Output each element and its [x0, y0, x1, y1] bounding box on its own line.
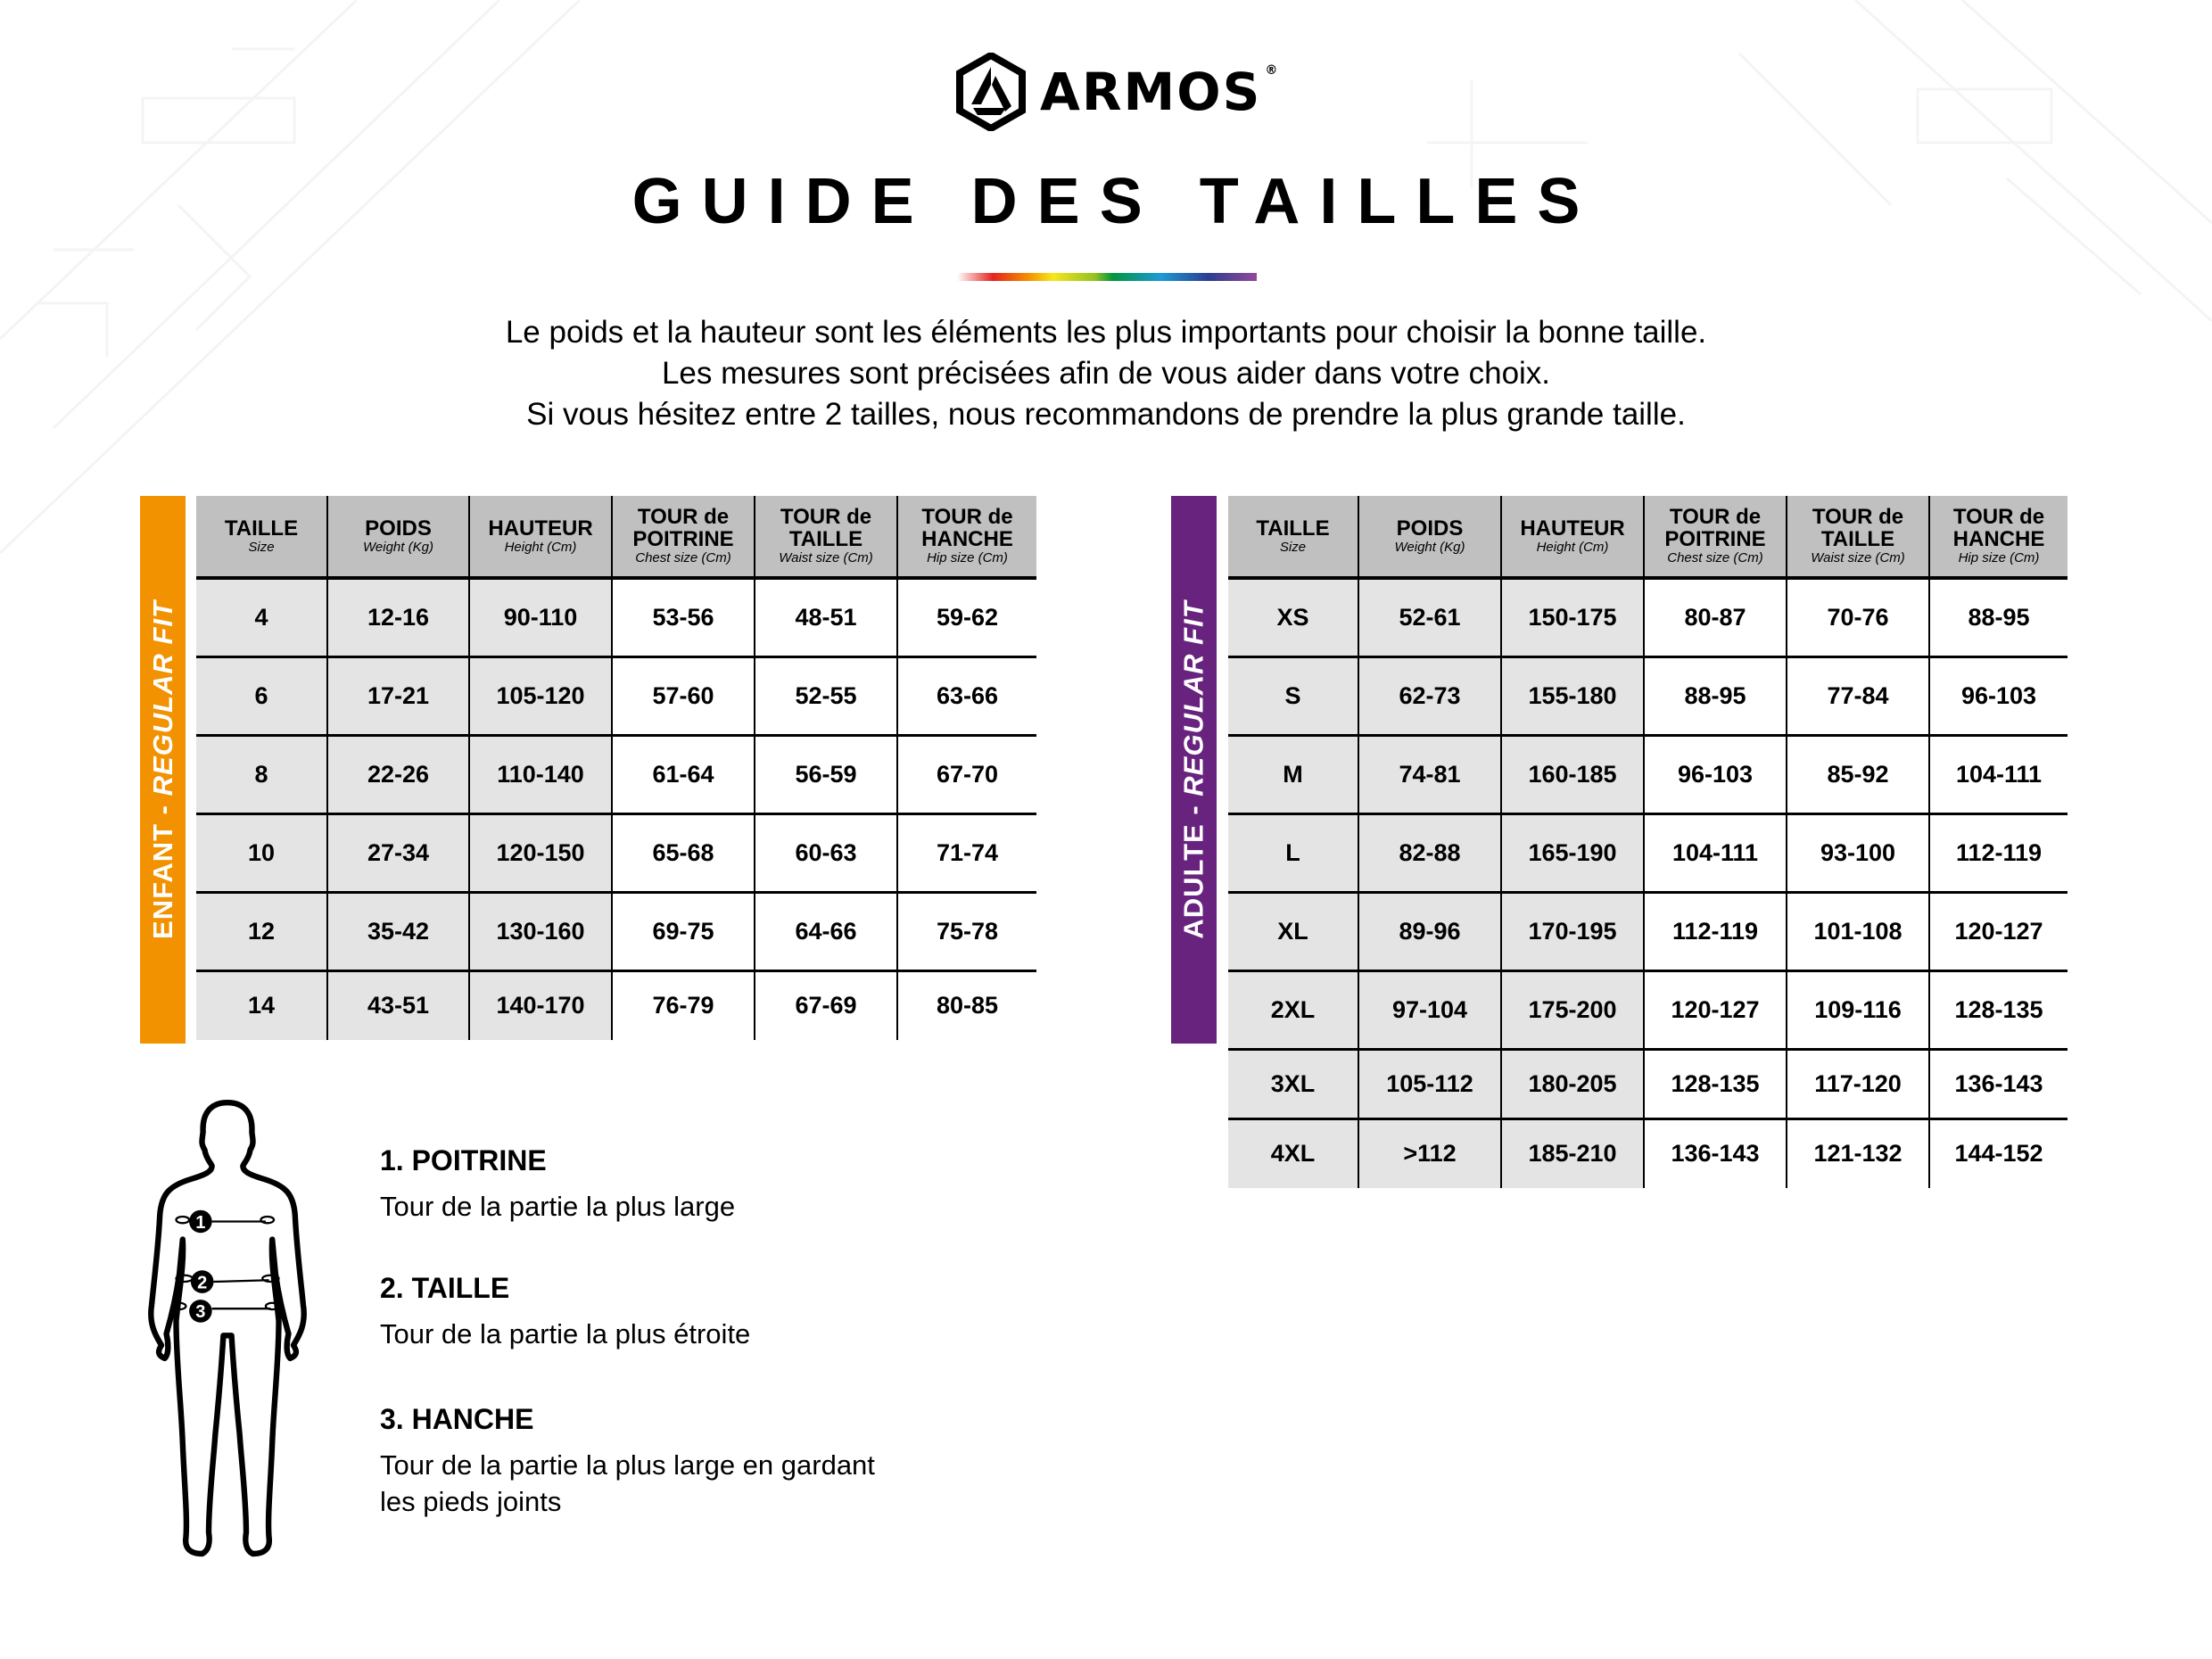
table-row	[196, 970, 1036, 1040]
table-row	[1228, 656, 2068, 735]
intro-text	[0, 312, 2212, 435]
cell-height: 130-160	[469, 892, 612, 970]
header-weight: POIDS Weight (Kg)	[327, 496, 469, 578]
legend-item-chest	[380, 1143, 735, 1225]
cell-weight: 43-51	[327, 970, 469, 1040]
table-row	[196, 892, 1036, 970]
table-row	[196, 735, 1036, 813]
kids-band-main: ENFANT -	[146, 796, 178, 939]
table-row	[1228, 970, 2068, 1049]
adults-category-band	[1171, 496, 1217, 1044]
cell-hip: 67-70	[897, 735, 1036, 813]
cell-height: 160-185	[1501, 735, 1644, 813]
cell-size: M	[1228, 735, 1358, 813]
brand-logo	[956, 52, 1280, 132]
legend-description: Tour de la partie la plus étroite	[380, 1318, 751, 1349]
svg-text:2: 2	[197, 1273, 208, 1293]
cell-hip: 96-103	[1929, 656, 2068, 735]
cell-hip: 71-74	[897, 813, 1036, 892]
header-height: HAUTEUR Height (Cm)	[1501, 496, 1644, 578]
table-row	[1228, 813, 2068, 892]
header-waist: TOUR de TAILLE Waist size (Cm)	[755, 496, 897, 578]
cell-weight: 27-34	[327, 813, 469, 892]
cell-size: 10	[196, 813, 327, 892]
cell-chest: 76-79	[612, 970, 755, 1040]
cell-height: 155-180	[1501, 656, 1644, 735]
cell-waist: 121-132	[1787, 1118, 1929, 1188]
cell-waist: 67-69	[755, 970, 897, 1040]
cell-waist: 101-108	[1787, 892, 1929, 970]
table-row	[1228, 892, 2068, 970]
rainbow-divider	[957, 273, 1257, 281]
header-waist: TOUR de TAILLE Waist size (Cm)	[1787, 496, 1929, 578]
table-row	[196, 578, 1036, 656]
brand-wordmark	[1040, 62, 1280, 122]
cell-waist: 85-92	[1787, 735, 1929, 813]
adults-band-label	[1178, 600, 1210, 938]
cell-weight: >112	[1358, 1118, 1501, 1188]
table-row	[1228, 578, 2068, 656]
cell-chest: 96-103	[1644, 735, 1787, 813]
legend-description: Tour de la partie la plus large	[380, 1191, 736, 1222]
cell-size: 14	[196, 970, 327, 1040]
adults-size-table	[1228, 496, 2068, 1188]
cell-hip: 128-135	[1929, 970, 2068, 1049]
kids-category-band	[140, 496, 186, 1044]
cell-chest: 128-135	[1644, 1049, 1787, 1118]
cell-waist: 64-66	[755, 892, 897, 970]
cell-height: 180-205	[1501, 1049, 1644, 1118]
cell-hip: 136-143	[1929, 1049, 2068, 1118]
cell-chest: 57-60	[612, 656, 755, 735]
cell-height: 110-140	[469, 735, 612, 813]
cell-weight: 52-61	[1358, 578, 1501, 656]
cell-chest: 65-68	[612, 813, 755, 892]
cell-chest: 104-111	[1644, 813, 1787, 892]
cell-hip: 88-95	[1929, 578, 2068, 656]
measurement-markers	[189, 1210, 213, 1323]
cell-hip: 75-78	[897, 892, 1036, 970]
legend-item-hip	[380, 1402, 879, 1520]
table-row	[196, 813, 1036, 892]
cell-height: 120-150	[469, 813, 612, 892]
cell-size: 6	[196, 656, 327, 735]
body-silhouette-icon	[134, 1075, 321, 1583]
cell-height: 150-175	[1501, 578, 1644, 656]
cell-chest: 136-143	[1644, 1118, 1787, 1188]
cell-height: 140-170	[469, 970, 612, 1040]
cell-hip: 104-111	[1929, 735, 2068, 813]
cell-weight: 22-26	[327, 735, 469, 813]
cell-waist: 60-63	[755, 813, 897, 892]
cell-size: 12	[196, 892, 327, 970]
hexagon-triangle-logo-icon	[956, 53, 1026, 131]
cell-size: XL	[1228, 892, 1358, 970]
cell-weight: 12-16	[327, 578, 469, 656]
cell-waist: 109-116	[1787, 970, 1929, 1049]
cell-height: 185-210	[1501, 1118, 1644, 1188]
cell-weight: 17-21	[327, 656, 469, 735]
cell-size: 8	[196, 735, 327, 813]
kids-size-table	[196, 496, 1036, 1040]
cell-waist: 56-59	[755, 735, 897, 813]
header-size: TAILLE Size	[196, 496, 327, 578]
cell-waist: 77-84	[1787, 656, 1929, 735]
cell-size: XS	[1228, 578, 1358, 656]
cell-waist: 70-76	[1787, 578, 1929, 656]
cell-height: 170-195	[1501, 892, 1644, 970]
cell-height: 105-120	[469, 656, 612, 735]
legend-description: Tour de la partie la plus large en gardant les pieds joints	[380, 1449, 875, 1517]
cell-size: L	[1228, 813, 1358, 892]
legend-item-waist	[380, 1271, 750, 1352]
page-title: GUIDE DES TAILLES	[631, 166, 1600, 237]
header-size: TAILLE Size	[1228, 496, 1358, 578]
cell-hip: 112-119	[1929, 813, 2068, 892]
legend-title: 3. HANCHE	[380, 1403, 534, 1435]
cell-size: S	[1228, 656, 1358, 735]
cell-height: 90-110	[469, 578, 612, 656]
table-header-row	[1228, 496, 2068, 578]
brand-name: ARMOS	[1040, 62, 1262, 122]
svg-text:3: 3	[195, 1302, 206, 1323]
table-row	[1228, 1118, 2068, 1188]
cell-waist: 48-51	[755, 578, 897, 656]
cell-waist: 52-55	[755, 656, 897, 735]
cell-weight: 82-88	[1358, 813, 1501, 892]
cell-chest: 61-64	[612, 735, 755, 813]
cell-weight: 74-81	[1358, 735, 1501, 813]
table-row	[196, 656, 1036, 735]
registered-mark: ®	[1265, 63, 1280, 78]
cell-hip: 144-152	[1929, 1118, 2068, 1188]
cell-size: 4XL	[1228, 1118, 1358, 1188]
cell-size: 2XL	[1228, 970, 1358, 1049]
kids-band-fit: REGULAR FIT	[146, 600, 178, 796]
cell-height: 165-190	[1501, 813, 1644, 892]
intro-line: Si vous hésitez entre 2 tailles, nous recommandons de prendre la plus grande taille.	[526, 397, 1686, 432]
table-row	[1228, 1049, 2068, 1118]
cell-weight: 89-96	[1358, 892, 1501, 970]
cell-chest: 69-75	[612, 892, 755, 970]
cell-hip: 59-62	[897, 578, 1036, 656]
table-row	[1228, 735, 2068, 813]
legend-title: 2. TAILLE	[380, 1272, 510, 1304]
cell-weight: 105-112	[1358, 1049, 1501, 1118]
header-height: HAUTEUR Height (Cm)	[469, 496, 612, 578]
cell-weight: 97-104	[1358, 970, 1501, 1049]
svg-text:1: 1	[195, 1212, 206, 1233]
cell-chest: 53-56	[612, 578, 755, 656]
cell-chest: 88-95	[1644, 656, 1787, 735]
header-chest: TOUR de POITRINE Chest size (Cm)	[1644, 496, 1787, 578]
cell-chest: 80-87	[1644, 578, 1787, 656]
cell-height: 175-200	[1501, 970, 1644, 1049]
legend-title: 1. POITRINE	[380, 1144, 547, 1176]
cell-hip: 120-127	[1929, 892, 2068, 970]
cell-waist: 117-120	[1787, 1049, 1929, 1118]
intro-line: Les mesures sont précisées afin de vous aider dans votre choix.	[661, 356, 1551, 391]
intro-line: Le poids et la hauteur sont les éléments les plus importants pour choisir la bonne taille.	[505, 315, 1707, 350]
table-header-row	[196, 496, 1036, 578]
adults-band-main: ADULTE -	[1177, 796, 1209, 939]
cell-weight: 62-73	[1358, 656, 1501, 735]
cell-waist: 93-100	[1787, 813, 1929, 892]
adults-band-fit: REGULAR FIT	[1177, 600, 1209, 796]
header-hip: TOUR de HANCHE Hip size (Cm)	[1929, 496, 2068, 578]
cell-chest: 120-127	[1644, 970, 1787, 1049]
header-chest: TOUR de POITRINE Chest size (Cm)	[612, 496, 755, 578]
cell-chest: 112-119	[1644, 892, 1787, 970]
header-hip: TOUR de HANCHE Hip size (Cm)	[897, 496, 1036, 578]
cell-hip: 80-85	[897, 970, 1036, 1040]
kids-band-label	[147, 600, 179, 939]
cell-size: 4	[196, 578, 327, 656]
header-weight: POIDS Weight (Kg)	[1358, 496, 1501, 578]
cell-size: 3XL	[1228, 1049, 1358, 1118]
cell-hip: 63-66	[897, 656, 1036, 735]
cell-weight: 35-42	[327, 892, 469, 970]
